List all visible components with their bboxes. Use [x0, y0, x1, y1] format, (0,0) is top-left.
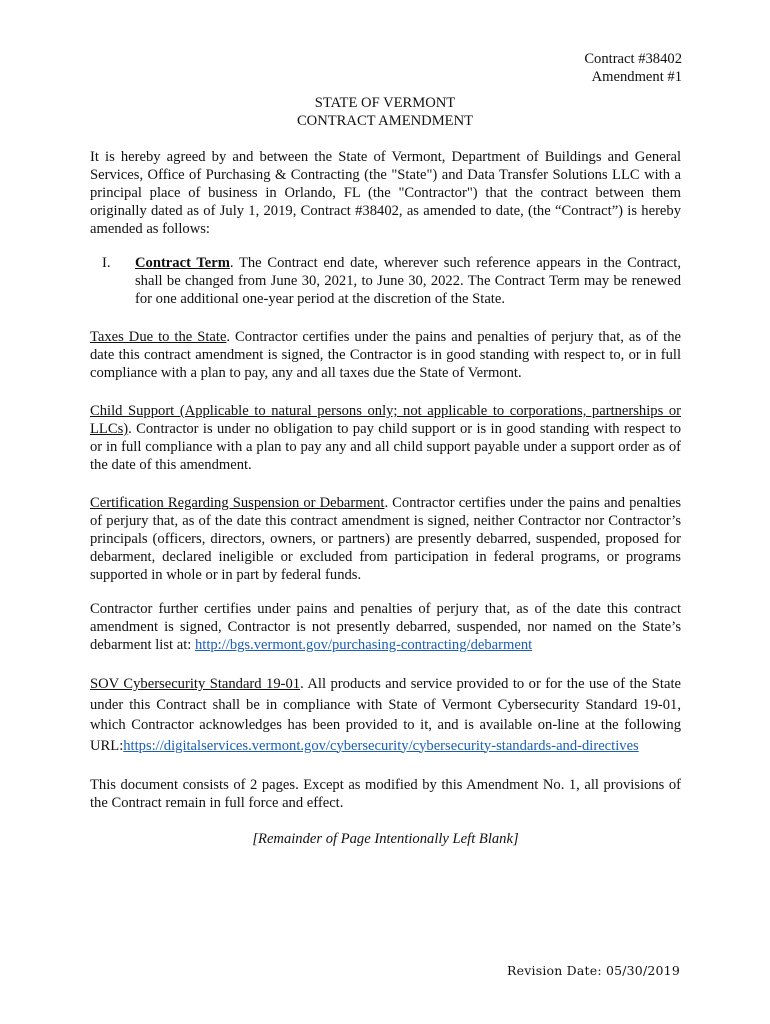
cybersecurity-heading: SOV Cybersecurity Standard 19-01 — [90, 676, 301, 692]
debarment-link[interactable]: http://bgs.vermont.gov/purchasing-contracting/debarment — [194, 637, 533, 653]
cybersecurity-paragraph — [90, 674, 681, 756]
taxes-body: . Contractor certifies under the pains and penalties of perjury that, as of the date this contract amendment is signed, the Contractor is in good standing with respect to, or in full compliance with a plan to pay, any and all taxes due the State of Vermont. — [90, 329, 681, 381]
debarment-further-body: Contractor further certifies under pains and penalties of perjury that, as of the date this contract amendment is signed, Contractor is not presently debarred, suspended, nor named on the State’s debarment list at: — [90, 601, 681, 653]
closing-paragraph: This document consists of 2 pages. Except as modified by this Amendment No. 1, all provisions of the Contract remain in full force and effect. — [90, 777, 681, 811]
debarment-body: . Contractor certifies under the pains and penalties of perjury that, as of the date this contract amendment is signed, neither Contractor nor Contractor’s principals (officers, directors, owners, or partners) are presently debarred, suspended, proposed for debarment, declared ineligible or excluded from participation in federal programs, or programs supported in whole or in part by federal funds. — [90, 495, 681, 583]
child-support-paragraph — [90, 402, 681, 474]
debarment-heading: Certification Regarding Suspension or Debarment — [90, 495, 385, 511]
child-support-heading: Child Support (Applicable to natural persons only; not applicable to corporations, partnerships or LLCs) — [90, 403, 681, 437]
taxes-heading: Taxes Due to the State — [90, 329, 227, 345]
cybersecurity-body: . All products and service provided to or for the use of the State under this Contract shall be in compliance with State of Vermont Cybersecurity Standard 19-01, which Contractor acknowledges has been provided to it, and is available on-line at the following URL: — [90, 676, 681, 754]
title-line-1: STATE OF VERMONT — [314, 95, 456, 111]
remainder-note: [Remainder of Page Intentionally Left Blank] — [252, 831, 519, 847]
intro-paragraph: It is hereby agreed by and between the State of Vermont, Department of Buildings and General Services, Office of Purchasing & Contracting (the "State") and Data Transfer Solutions LLC with a principal place of business in Orlando, FL (the "Contractor") that the contract between them originally dated as of July 1, 2019, Contract #38402, as amended to date, (the “Contract”) is hereby amended as follows: — [90, 149, 681, 237]
contract-header — [584, 50, 682, 86]
debarment-paragraph — [90, 494, 681, 584]
revision-date: Revision Date: 05/30/2019 — [507, 963, 680, 978]
section-heading: Contract Term — [135, 255, 230, 271]
debarment-further-paragraph — [90, 600, 681, 654]
cybersecurity-link[interactable]: https://digitalservices.vermont.gov/cybersecurity/cybersecurity-standards-and-directives — [123, 737, 639, 754]
taxes-paragraph — [90, 328, 681, 382]
section-body: . The Contract end date, wherever such reference appears in the Contract, shall be changed from June 30, 2021, to June 30, 2022. The Contract Term may be renewed for one additional one-year period at the discretion of the State. — [135, 255, 681, 307]
document-title — [0, 94, 770, 130]
section-contract-term — [90, 254, 681, 308]
section-number: I. — [102, 255, 111, 271]
amendment-number: Amendment #1 — [591, 69, 682, 85]
section-text — [135, 254, 681, 308]
contract-number: Contract #38402 — [584, 51, 682, 67]
title-line-2: CONTRACT AMENDMENT — [296, 113, 474, 129]
child-support-body: . Contractor is under no obligation to pay child support or is in good standing with respect to or in full compliance with a plan to pay any and all child support payable under a support order as of the date of this amendment. — [90, 421, 681, 473]
document-body — [90, 148, 681, 848]
